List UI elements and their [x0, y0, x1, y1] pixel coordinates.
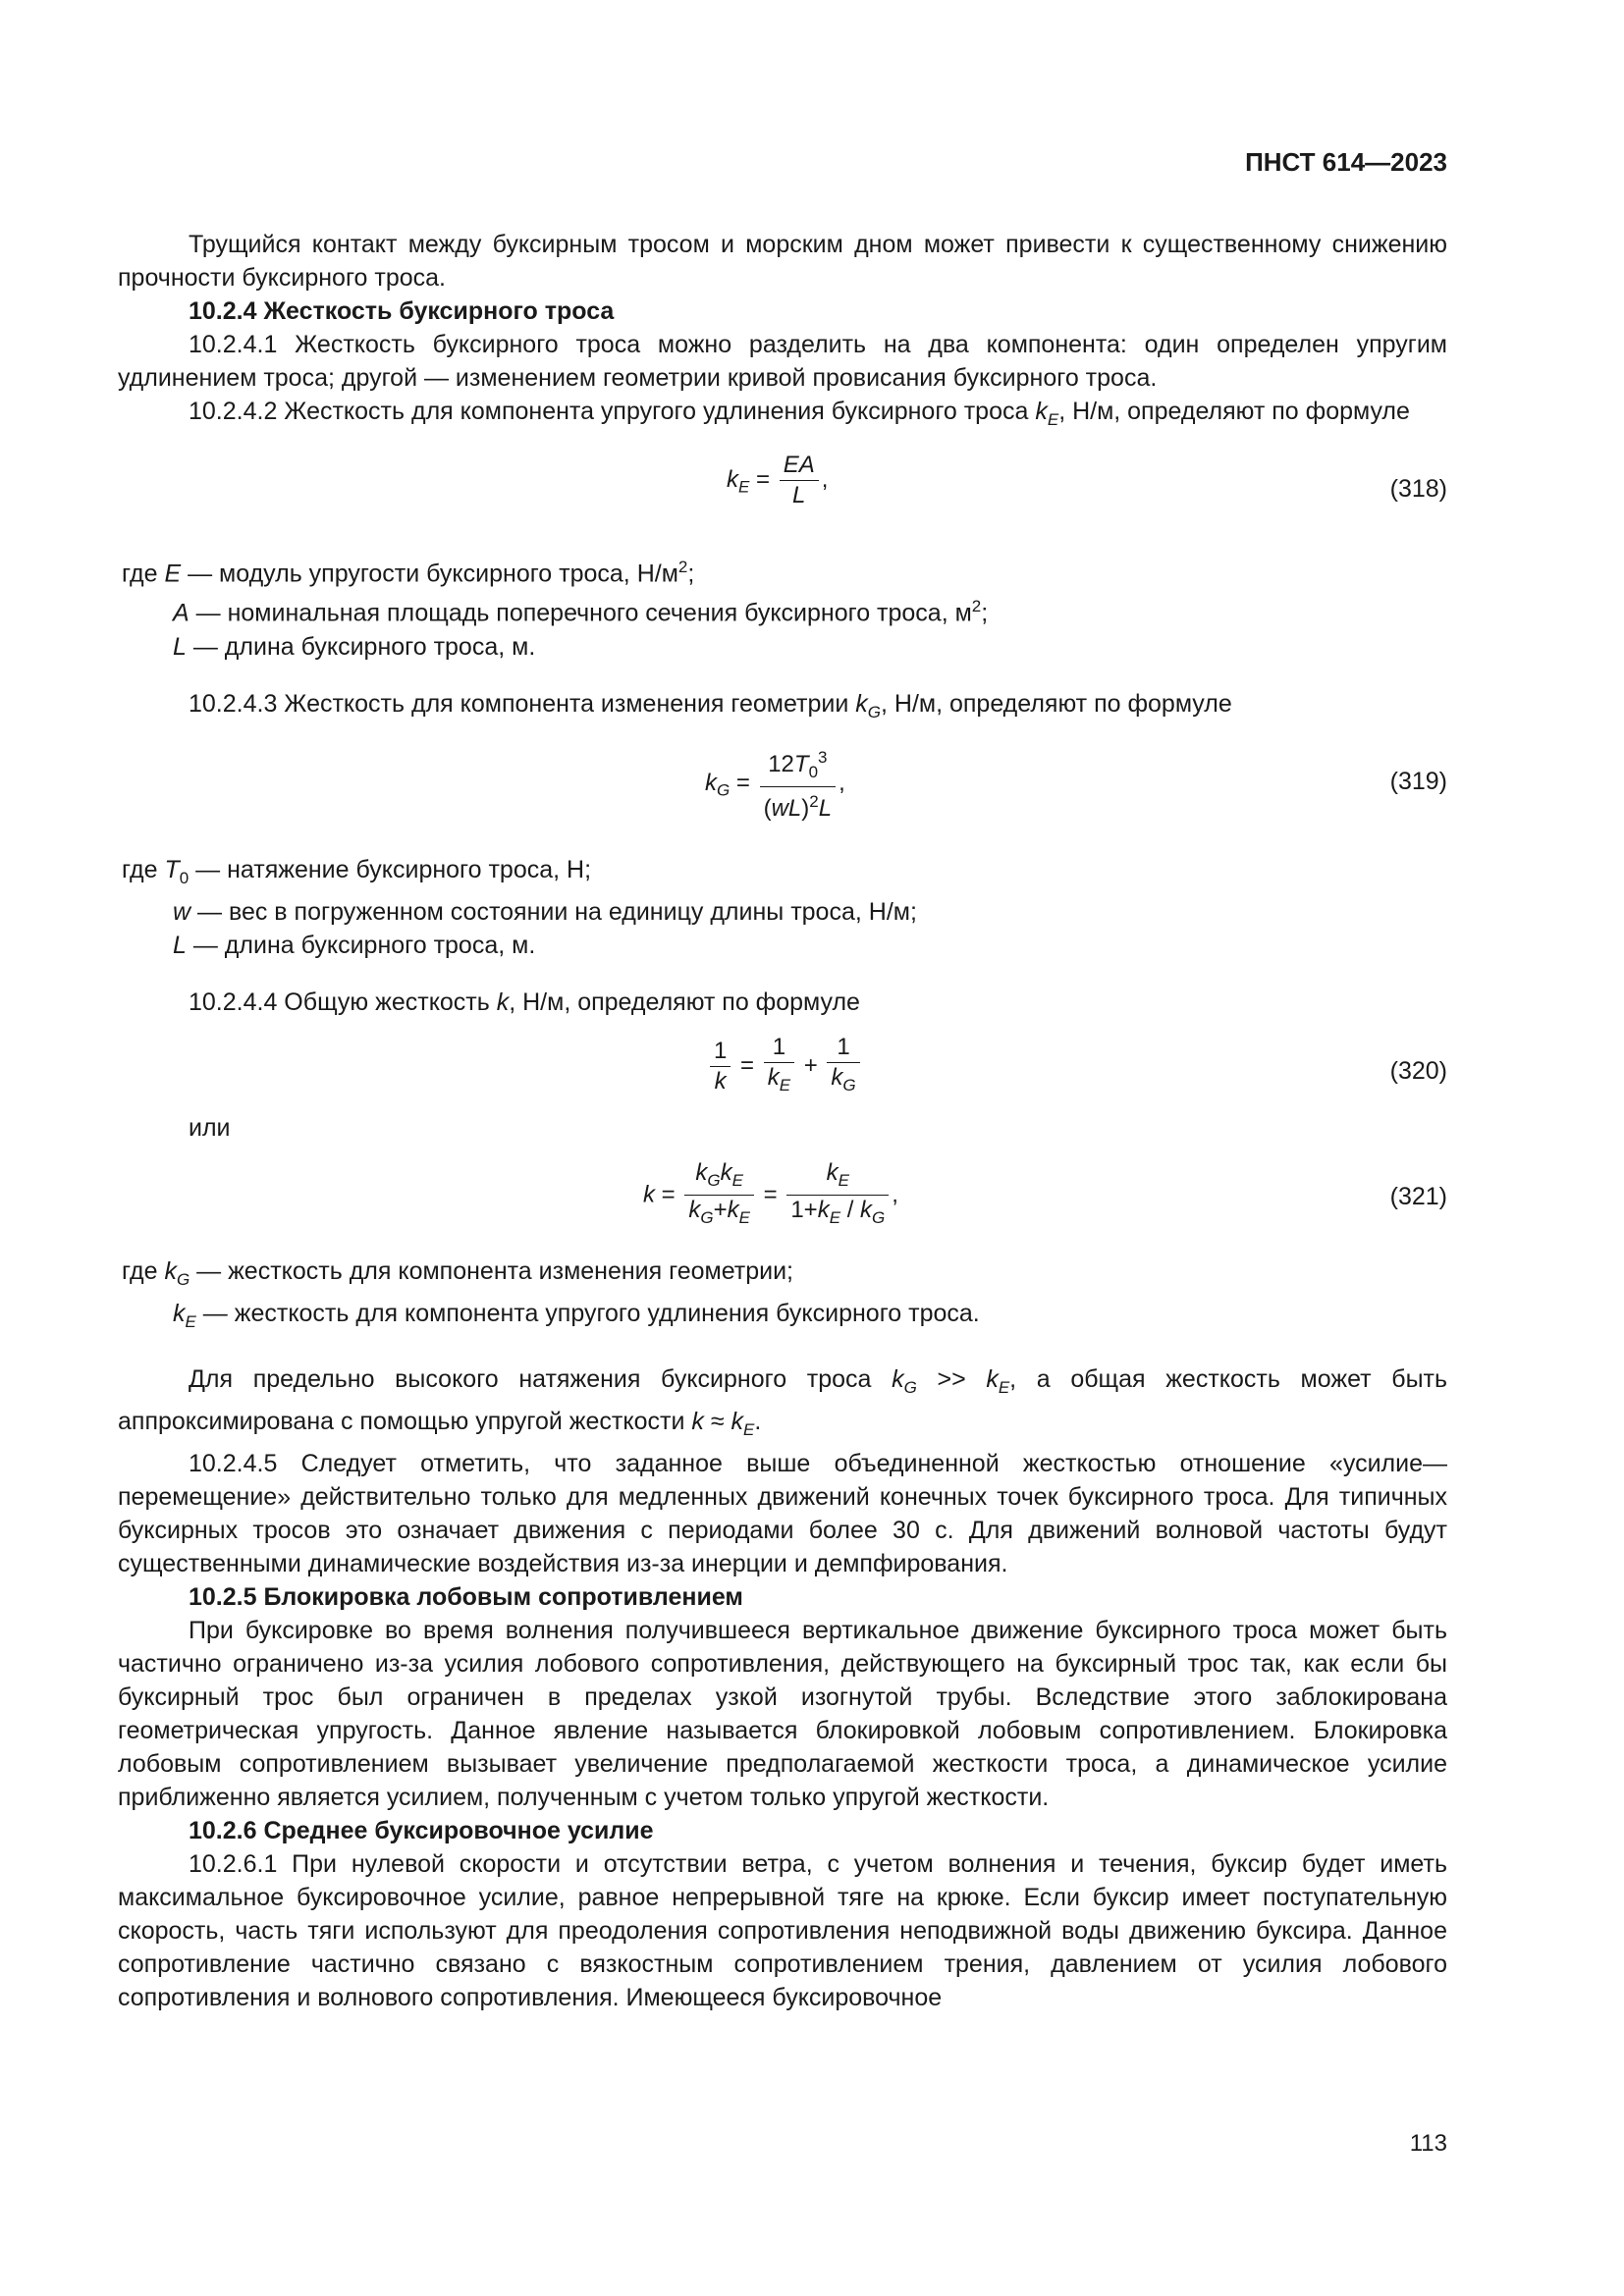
page-number: 113	[1409, 2130, 1447, 2157]
heading-10-2-4: 10.2.4 Жесткость буксирного троса	[189, 297, 615, 325]
paragraph-10-2-4-3: 10.2.4.3 Жесткость для компонента изменения геометрии $k_G$, Н/м, определяют по формуле	[189, 689, 1232, 721]
heading-10-2-5: 10.2.5 Блокировка лобовым сопротивлением	[189, 1582, 743, 1611]
legend-318: где E — модуль упругости буксирного троса, $Н/м^2$; A — номинальная площадь поперечного сечения буксирного троса, $м^2$; L — длина буксирного троса, м.	[122, 558, 989, 661]
equation-320	[118, 1033, 1447, 1103]
or-word: или	[189, 1113, 231, 1142]
paragraph-10-2-4-2: 10.2.4.2 Жесткость для компонента упругого удлинения буксирного троса $k_E$, Н/м, определяют по формуле	[189, 398, 1410, 429]
paragraph-10-2-4-1: 10.2.4.1 Жесткость буксирного троса можно разделить на два компонента: один определен упругим удлинением троса; другой — изменением геометрии кривой провисания буксирного троса.	[118, 331, 1447, 392]
equation-321	[118, 1158, 1447, 1233]
formula-320: $\frac{1}{k}$ = $\frac{1}{k_E}$ + $\frac{1}{k_G}$	[707, 1033, 863, 1100]
formula-321: k = $\frac{k_Gk_E}{k_G+k_E}$ = $\frac{k_E}{1+k_E / k_G}$ ,	[643, 1158, 898, 1228]
formula-319: $k_G$ = $\frac{12T_0^3}{(wL)^2L}$ ,	[705, 743, 845, 825]
formula-318: $k_E$ = $\frac{EA}{L}$ ,	[727, 452, 829, 508]
heading-10-2-6: 10.2.6 Среднее буксировочное усилие	[189, 1816, 654, 1844]
document-id: ПНСТ 614—2023	[1245, 147, 1447, 177]
equation-number: (318)	[1389, 475, 1447, 503]
paragraph-high-tension: Для предельно высокого натяжения буксирного троса $k_G >> k_E$, а общая жесткость может быть аппроксимирована с помощью упругой жесткости $k \approx k_E$.	[118, 1364, 1448, 1439]
equation-number: (321)	[1389, 1182, 1447, 1210]
paragraph-10-2-4-5: 10.2.4.5 Следует отметить, что заданное выше объединенной жесткостью отношение «усилие—перемещение» действительно только для медленных движений конечных точек буксирного троса. Для типичных буксирных тросов это означает движения с периодами более 30 с. Для движений волновой частоты будут существенными динамические воздействия из-за инерции и демпфирования.	[118, 1449, 1447, 1577]
paragraph-10-2-4-4: 10.2.4.4 Общую жесткость k, Н/м, определяют по формуле	[189, 988, 860, 1016]
legend-319: где $T_0$ — натяжение буксирного троса, Н; w — вес в погруженном состоянии на единицу длины троса, Н/м; L — длина буксирного троса, м.	[122, 855, 917, 959]
equation-319	[118, 743, 1447, 831]
equation-number: (319)	[1389, 767, 1447, 795]
equation-318	[118, 451, 1447, 529]
body-text	[118, 228, 1447, 2014]
paragraph-intro: Трущийся контакт между буксирным тросом и морским дном может привести к существенному снижению прочности буксирного троса.	[118, 231, 1447, 292]
legend-321: где $k_G$ — жесткость для компонента изменения геометрии; $k_E$ — жесткость для компонента упругого удлинения буксирного троса.	[122, 1256, 980, 1331]
paragraph-10-2-5: При буксировке во время волнения получившееся вертикальное движение буксирного троса может быть частично ограничено из-за усилия лобового сопротивления, действующего на буксирный трос так, как если бы буксирный трос был ограничен в пределах узкой изогнутой трубы. Вследствие этого заблокирована геометрическая упругость. Данное явление называется блокировкой лобовым сопротивлением. Блокировка лобовым сопротивлением вызывает увеличение предполагаемой жесткости троса, а динамическое усилие приближенно является усилием, полученным с учетом только упругой жесткости.	[118, 1616, 1447, 1811]
paragraph-10-2-6-1: 10.2.6.1 При нулевой скорости и отсутствии ветра, с учетом волнения и течения, буксир будет иметь максимальное буксировочное усилие, равное непрерывной тяге на крюке. Если буксир имеет поступательную скорость, часть тяги используют для преодоления сопротивления неподвижной воды движению буксира. Данное сопротивление частично связано с вязкостным сопротивлением трения, давлением от усилия лобового сопротивления и волнового сопротивления. Имеющееся буксировочное	[118, 1849, 1447, 2011]
equation-number: (320)	[1389, 1056, 1447, 1085]
